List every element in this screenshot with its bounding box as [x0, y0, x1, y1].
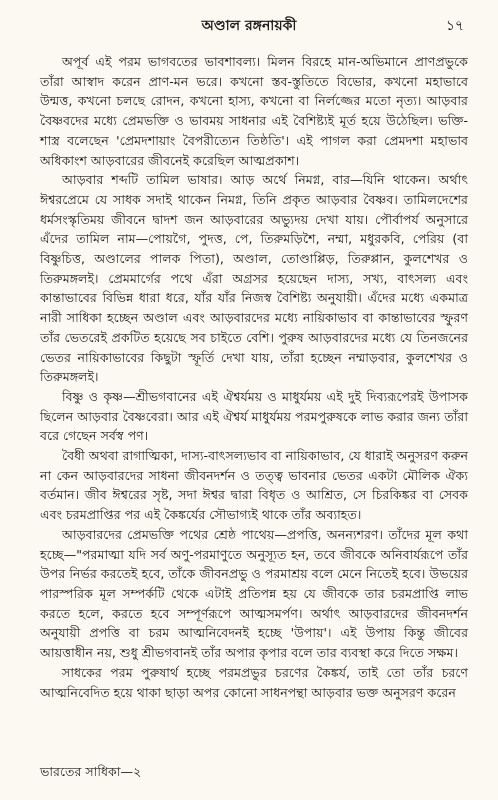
running-head: অণ্ডাল রঙ্গনায়কী — [201, 18, 297, 34]
footer-signature: ভারতের সাধিকা—২ — [40, 764, 142, 779]
body-text — [40, 52, 468, 702]
paragraph: বৈধী অথবা রাগাত্মিকা, দাস্য-বাৎসল্যভাব বা নায়িকাভাব, যে ধারাই অনুসরণ করুন না কেন আড়বারদের সাধনা জীবনদর্শন ও তত্ত্ব ভাবনার ভেতর একটা মৌলিক ঐক্য বর্তমান। জীব ঈশ্বরের সৃষ্ট, সদা ঈশ্বর দ্বারা বিধৃত ও আশ্রিত, সে চিরকিঙ্কর বা সেবক এবং চরমপ্রাপ্তির পর এই কৈঙ্কর্যের সৌভাগ্যই থাকে তাঁর অব্যাহত। — [40, 448, 468, 523]
paragraph: আড়বার শব্দটি তামিল ভাষার। আড় অর্থে নিমগ্ন, বার—যিনি থাকেন। অর্থাৎ ঈশ্বরপ্রেমে যে সাধক সদাই থাকেন নিমগ্ন, তিনি প্রকৃত আড়বার বৈষ্ণব। তামিলদেশের ধর্মসংস্কৃতিময় জীবনে দ্বাদশ জন আড়বারের অভ্যুদয় দেখা যায়। পৌর্বাপর্য অনুসারে এঁদের তামিল নাম—পোয়গৈ, পুদত্ত, পে, তিরুমড়িশৈ, নম্মা, মধুরকবি, পেরিয় (বা বিষ্ণুচিত্ত, অণ্ডালের পালক পিতা), অণ্ডাল, তোণ্ডাপ্পিড়, তিরুপ্পান, কুলশেখর ও তিরুমঙ্গলই। প্রেমমার্গের পথে এঁরা অগ্রসর হয়েছেন দাস্য, সখ্য, বাৎসল্য এবং কান্তাভাবের বিভিন্ন ধারা ধরে, যাঁর যাঁর নিজস্ব বৈশিষ্ট্য অনুযায়ী। এঁদের মধ্যে একমাত্র নারী সাধিকা হচ্ছেন অণ্ডাল এবং আড়বারদের মধ্যে নায়িকাভাব বা কান্তাভাবের স্ফুরণ তাঁর ভেতরেই প্রকটিত হয়েছে সব চাইতে বেশি। পুরুষ আড়বারদের মধ্যে যে তিনজনের ভেতর নায়িকাভাবের কিছুটা স্ফূর্তি দেখা যায়, তাঁরা হচ্ছেন নম্মাড়বার, কুলশেখর ও তিরুমঙ্গলই। — [40, 172, 468, 385]
page-number: ১৭ — [445, 18, 464, 34]
paragraph: সাধকের পরম পুরুষার্থ হচ্ছে পরমপ্রভুর চরণের কৈঙ্কর্য, তাই তো তাঁর চরণে আত্মনিবেদিত হয়ে থাকা ছাড়া অপর কোনো সাধনপন্থা আড়বার ভক্ত অনুসরণ করেন — [40, 664, 468, 700]
page-header — [34, 14, 464, 36]
paragraph: আড়বারদের প্রেমভক্তি পথের শ্রেষ্ঠ পাথেয়—প্রপত্তি, অনন্যশরণ। তাঁদের মূল কথা হচ্ছে—"পরমাত্মা যদি সর্ব অণু-পরমাণুতে অনুস্যূত হন, তবে জীবকে অনিবার্যরূপে তাঁর উপর নির্ভর করতেই হবে, তাঁকে জীবনপ্রভু ও পরমাশ্রয় বলে মেনে নিতেই হবে। উভয়ের পারস্পরিক মূল সম্পর্কটি থেকে এটাই প্রতিপন্ন হয় যে জীবকে তার চরমপ্রাপ্তি লাভ করতে হলে, করতে হবে সম্পূর্ণরূপে আত্মসমর্পণ। অর্থাৎ আড়বারদের জীবনদর্শন অনুযায়ী প্রপত্তি বা চরম আত্মনিবেদনই হচ্ছে 'উপায়'। এই উপায় কিন্তু জীবের আয়ত্তাধীন নয়, শুধু শ্রীভগবানই তাঁর অপার কৃপার বলে তার ব্যবস্থা করে দিতে সক্ষম। — [40, 526, 468, 661]
paragraph: বিষ্ণু ও কৃষ্ণ—শ্রীভগবানের এই ঐশ্বর্যময় ও মাধুর্যময় এই দুই দিব্যরূপেরই উপাসক ছিলেন আড়বার বৈষ্ণবেরা। আর এই ঐশ্বর্য মাধুর্যময় পরমপুরুষকে লাভ করার জন্য তাঁরা বরে গেছেন সর্বস্ব পণ। — [40, 388, 468, 444]
paragraph: অপূর্ব এই পরম ভাগবতের ভাবশাবল্য। মিলন বিরহে মান-অভিমানে প্রাণপ্রভুকে তাঁরা আস্বাদ করেন প্রাণ-মন ভরে। কখনো স্তব-স্তুতিতে বিভোর, কখনো মহাভাবে উন্মত্ত, কখনো চলছে রোদন, কখনো হাস্য, কখনো বা নির্লজ্জের মতো নৃত্য। আড়বার বৈষ্ণবদের মধ্যে প্রেমভক্তি ও ভাবময় সাধনার এই বৈশিষ্ট্যই মূর্ত হয়ে উঠেছিল। ভক্তি-শাস্ত্র বলেছেন 'প্রেমদশায়াং বৈপরীত্যেন তিষ্ঠতি'। এই পাগল করা প্রেমদশা মহাভাব অধিকাংশ আড়বারের জীবনেই করেছিল আত্মপ্রকাশ। — [40, 54, 468, 168]
